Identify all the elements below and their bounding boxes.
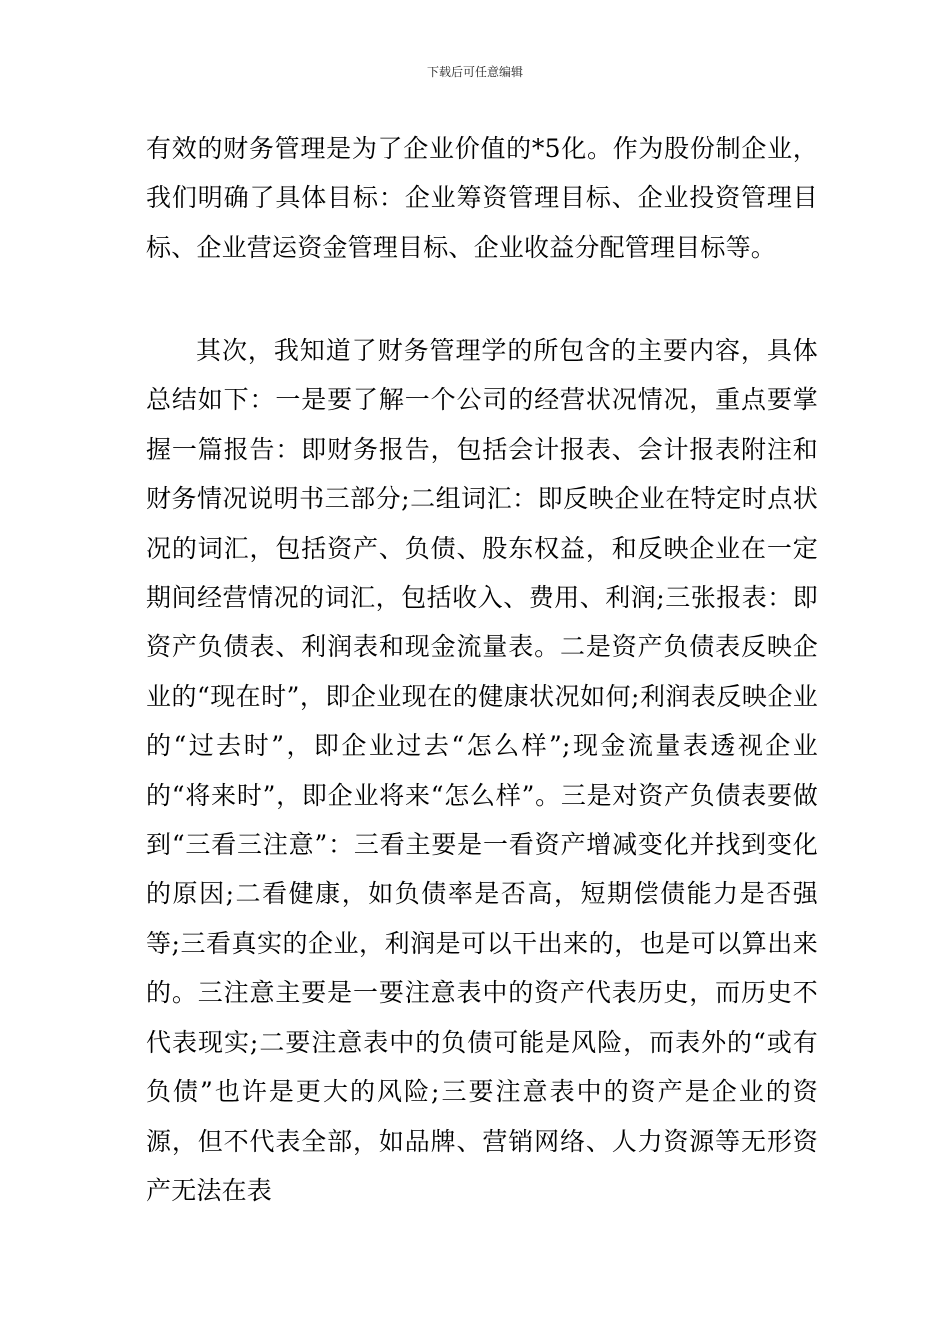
- paragraph-financial-content: 其次，我知道了财务管理学的所包含的主要内容，具体总结如下：一是要了解一个公司的经营状况情况，重点要掌握一篇报告：即财务报告，包括会计报表、会计报表附注和财务情况说明书三部分;二组词汇：即反映企业在特定时点状况的词汇，包括资产、负债、股东权益，和反映企业在一定期间经营情况的词汇，包括收入、费用、利润;三张报表：即资产负债表、利润表和现金流量表。二是资产负债表反映企业的“现在时”，即企业现在的健康状况如何;利润表反映企业的“过去时”，即企业过去“怎么样”;现金流量表透视企业的“将来时”，即企业将来“怎么样”。三是对资产负债表要做到“三看三注意”：三看主要是一看资产增减变化并找到变化的原因;二看健康，如负债率是否高，短期偿债能力是否强等;三看真实的企业，利润是可以干出来的，也是可以算出来的。三注意主要是一要注意表中的资产代表历史，而历史不代表现实;二要注意表中的负债可能是风险，而表外的“或有负债”也许是更大的风险;三要注意表中的资产是企业的资源，但不代表全部，如品牌、营销网络、人力资源等无形资产无法在表: [146, 336, 818, 1205]
- paragraph-financial-goals: 有效的财务管理是为了企业价值的*5化。作为股份制企业，我们明确了具体目标：企业筹资管理目标、企业投资管理目标、企业营运资金管理目标、企业收益分配管理目标等。: [146, 134, 818, 262]
- page-header: 下载后可任意编辑: [426, 65, 523, 79]
